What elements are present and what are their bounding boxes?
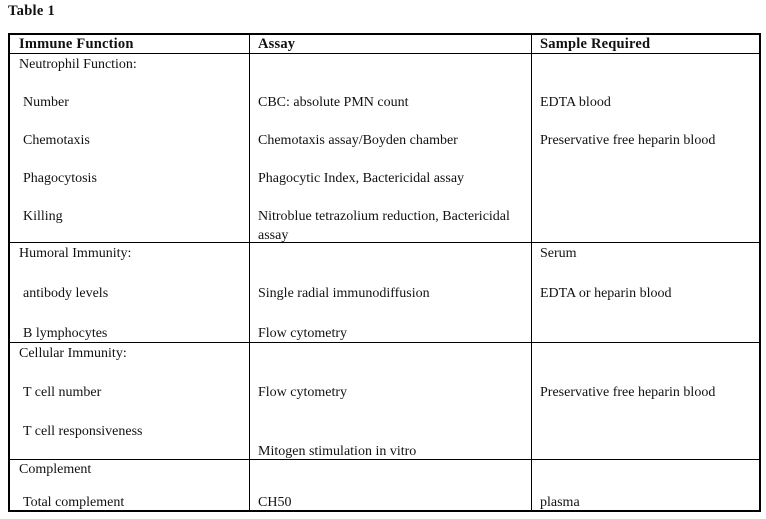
spacer-line [258, 246, 527, 266]
spacer-line [19, 190, 245, 209]
spacer-line [258, 479, 527, 496]
spacer-line [258, 152, 527, 171]
sample-value: plasma [540, 495, 580, 510]
column-header-assay: Assay [250, 35, 532, 54]
assay-value: Chemotaxis assay/Boyden chamber [258, 133, 458, 148]
spacer-line [258, 57, 527, 76]
section-label: Complement [19, 462, 92, 477]
sample-value: Serum [540, 246, 577, 261]
column-header-immune-function: Immune Function [10, 35, 250, 54]
spacer-line [19, 114, 245, 133]
row-label: antibody levels [23, 286, 109, 301]
page-title: Table 1 [8, 3, 56, 19]
table-cell-cellular-assays [250, 343, 532, 460]
spacer-line [258, 346, 527, 366]
row-label: B lymphocytes [23, 326, 108, 341]
assay-value: Phagocytic Index, Bactericidal assay [258, 171, 465, 186]
assay-value: Single radial immunodiffusion [258, 286, 430, 301]
table-cell-neutrophil-assays [250, 54, 532, 243]
table-cell-complement-assays [250, 460, 532, 510]
table-cell-complement-samples [532, 460, 759, 510]
assay-value: Flow cytometry [258, 385, 348, 400]
sample-value: Preservative free heparin blood [540, 385, 716, 400]
spacer-line [258, 405, 527, 425]
assay-value: Mitogen stimulation in vitro [258, 443, 417, 459]
sample-value: Preservative free heparin blood [540, 133, 716, 148]
spacer-line [19, 306, 245, 326]
spacer-line [258, 266, 527, 286]
assay-value: CH50 [258, 495, 292, 510]
row-label: Total complement [23, 495, 125, 510]
table-cell-humoral-samples [532, 243, 759, 343]
spacer-line [258, 462, 527, 479]
spacer-line [540, 266, 755, 286]
table-cell-neutrophil-samples [532, 54, 759, 243]
spacer-line [19, 152, 245, 171]
spacer-line [540, 114, 755, 133]
section-label: Humoral Immunity: [19, 246, 132, 261]
spacer-line [258, 190, 527, 209]
sample-value: EDTA or heparin blood [540, 286, 672, 301]
spacer-line [258, 76, 527, 95]
assay-value: CBC: absolute PMN count [258, 95, 409, 110]
section-label: Neutrophil Function: [19, 57, 137, 72]
spacer-line [540, 57, 755, 76]
spacer-line [258, 114, 527, 133]
spacer-line [19, 266, 245, 286]
assay-value: Flow cytometry [258, 326, 348, 341]
spacer-line [540, 366, 755, 386]
spacer-line [19, 479, 245, 496]
row-label: Killing [23, 209, 63, 224]
spacer-line [258, 424, 527, 444]
spacer-line [540, 462, 755, 479]
assay-value-wrap: assay [258, 228, 289, 243]
spacer-line [19, 405, 245, 425]
spacer-line [540, 346, 755, 366]
row-label: T cell number [23, 385, 102, 400]
column-header-sample-required: Sample Required [532, 35, 759, 54]
row-label: Number [23, 95, 69, 110]
spacer-line [19, 366, 245, 386]
row-label: T cell responsiveness [23, 424, 143, 439]
spacer-line [540, 479, 755, 496]
row-label: Chemotaxis [23, 133, 90, 148]
table-cell-humoral-assays [250, 243, 532, 343]
table-cell-cellular-immunity [10, 343, 250, 460]
spacer-line [540, 76, 755, 95]
immune-function-table [8, 33, 761, 512]
table-cell-cellular-samples [532, 343, 759, 460]
table-cell-neutrophil-function [10, 54, 250, 243]
spacer-line [19, 76, 245, 95]
row-label: Phagocytosis [23, 171, 97, 186]
table-cell-complement [10, 460, 250, 510]
spacer-line [258, 306, 527, 326]
assay-value: Nitroblue tetrazolium reduction, Bactericidal [258, 209, 510, 224]
table-cell-humoral-immunity [10, 243, 250, 343]
spacer-line [258, 366, 527, 386]
section-label: Cellular Immunity: [19, 346, 127, 361]
sample-value: EDTA blood [540, 95, 611, 110]
